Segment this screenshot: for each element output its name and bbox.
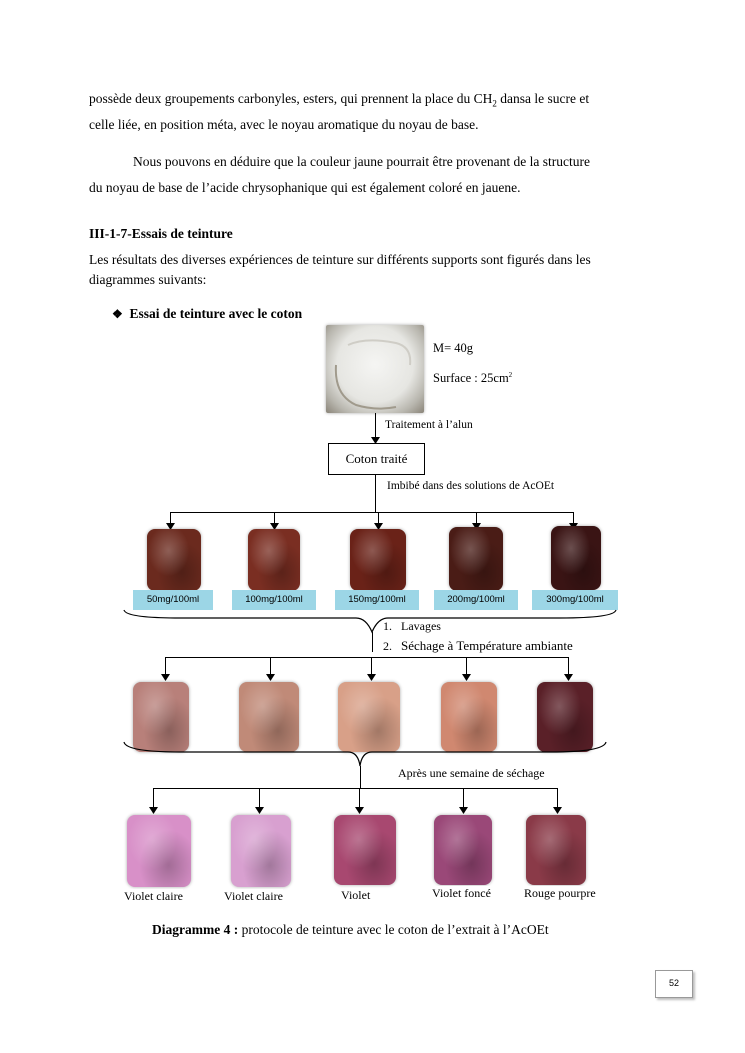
- dyed-cotton-photo: [350, 529, 406, 591]
- concentration-label: 150mg/100ml: [335, 590, 419, 610]
- arrow-head-icon: [459, 807, 468, 814]
- dyed-cotton-photo: [248, 529, 300, 591]
- dyed-cotton-photo: [551, 526, 601, 590]
- para2-line-1: Nous pouvons en déduire que la couleur jaune pourrait être provenant de la structure: [133, 154, 590, 169]
- dyed-cotton-photo: [449, 527, 503, 591]
- arrow-head-icon: [462, 674, 471, 681]
- arrow-head-icon: [149, 807, 158, 814]
- final-color-label: Rouge pourpre: [524, 886, 596, 900]
- surface-label: Surface : $25cm^2$: [433, 371, 513, 386]
- final-color-label: Violet claire: [224, 889, 283, 903]
- dried-cotton-photo: [434, 815, 492, 885]
- arrow-line: [153, 788, 154, 808]
- concentration-label: 50mg/100ml: [133, 590, 213, 610]
- intro-line-1: possède deux groupements carbonyles, esters, qui prennent la place du $CH_2$ dansa le sucre et: [89, 91, 590, 109]
- treated-cotton-box: Coton traité: [328, 443, 425, 475]
- step-alum-label: Traitement à l’alun: [385, 419, 473, 431]
- connector-line: [360, 766, 361, 788]
- arrow-head-icon: [161, 674, 170, 681]
- arrow-line: [463, 788, 464, 808]
- concentration-label: 100mg/100ml: [232, 590, 316, 610]
- arrow-line: [359, 788, 360, 808]
- connector-line: [375, 474, 376, 512]
- raw-cotton-photo: [326, 325, 424, 413]
- arrow-head-icon: [553, 807, 562, 814]
- after-week-label: Après une semaine de séchage: [398, 766, 545, 780]
- final-color-label: Violet foncé: [432, 886, 491, 900]
- dyed-cotton-photo: [147, 529, 201, 591]
- arrow-line: [371, 657, 372, 675]
- diagram-caption: Diagramme 4 : protocole de teinture avec le coton de l’extrait à l’AcOEt: [152, 922, 549, 937]
- arrow-head-icon: [367, 674, 376, 681]
- section-text-line-2: diagrammes suivants:: [89, 272, 207, 287]
- diamond-bullet-icon: ❖: [112, 307, 123, 321]
- branch-line-3: [153, 788, 557, 789]
- arrow-line: [270, 657, 271, 675]
- connector-line: [372, 632, 373, 652]
- wash-step-2: 2. Séchage à Température ambiante: [383, 638, 573, 653]
- arrow-line: [259, 788, 260, 808]
- arrow-head-icon: [355, 807, 364, 814]
- section-text-line-1: Les résultats des diverses expériences de teinture sur différents supports sont figurés dans les: [89, 252, 591, 267]
- arrow-head-icon: [266, 674, 275, 681]
- mass-label: M= 40g: [433, 341, 474, 355]
- arrow-head-icon: [564, 674, 573, 681]
- final-color-label: Violet claire: [124, 889, 183, 903]
- para2-line-2: du noyau de base de l’acide chrysophanique qui est également coloré en jauene.: [89, 180, 521, 195]
- branch-line-1: [170, 512, 573, 513]
- final-color-label: Violet: [341, 888, 371, 902]
- dried-cotton-photo: [231, 815, 291, 887]
- concentration-label: 200mg/100ml: [434, 590, 518, 610]
- dried-cotton-photo: [334, 815, 396, 885]
- bullet-item: ❖ Essai de teinture avec le coton: [112, 306, 303, 321]
- dried-cotton-photo: [127, 815, 191, 887]
- arrow-line: [466, 657, 467, 675]
- dried-cotton-photo: [526, 815, 586, 885]
- brace-1: [120, 608, 620, 638]
- section-heading: III-1-7-Essais de teinture: [89, 226, 233, 241]
- concentration-label: 300mg/100ml: [532, 590, 618, 610]
- step-soak-label: Imbibé dans des solutions de AcOEt: [387, 480, 555, 492]
- arrow-line: [568, 657, 569, 675]
- intro-line-2: celle liée, en position méta, avec le noyau aromatique du noyau de base.: [89, 117, 479, 132]
- page-number: 52: [655, 970, 693, 998]
- branch-line-2: [165, 657, 568, 658]
- wash-step-1: 1. Lavages: [383, 619, 441, 633]
- arrow-line: [165, 657, 166, 675]
- arrow-line: [557, 788, 558, 808]
- arrow-head-icon: [255, 807, 264, 814]
